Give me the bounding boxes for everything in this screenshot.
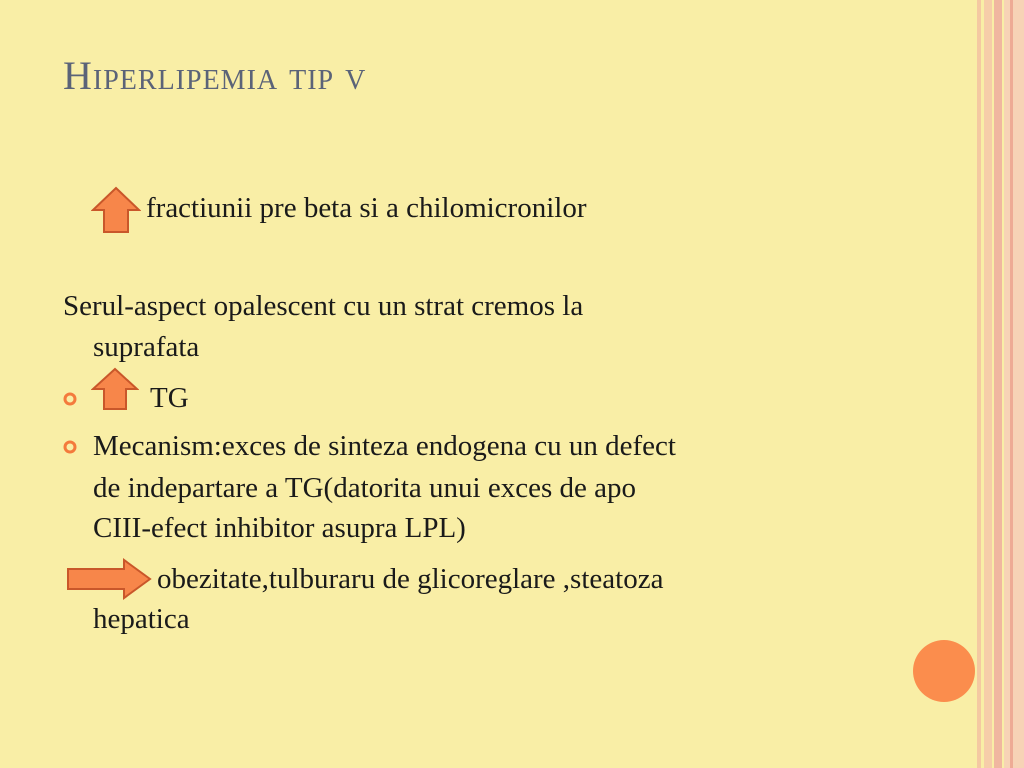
bullet-tg: TG: [150, 382, 189, 414]
arrow-line1: obezitate,tulburaru de glicoreglare ,steatoza: [157, 563, 664, 595]
line-fractiuni: fractiunii pre beta si a chilomicronilor: [146, 192, 587, 224]
arrow-line2: hepatica: [93, 603, 190, 635]
para-serul-line1: Serul-aspect opalescent cu un strat cremos la: [63, 290, 584, 322]
decor-stripe: [1010, 0, 1013, 768]
up-arrow-icon: [91, 186, 141, 234]
para-serul-line2: suprafata: [93, 331, 200, 363]
circle-bullet-icon: [63, 440, 77, 454]
right-arrow-icon: [66, 558, 152, 600]
decor-stripe: [994, 0, 1002, 768]
up-arrow-icon: [91, 367, 139, 411]
bullet-mecanism-line2: de indepartare a TG(datorita unui exces de apo: [93, 472, 636, 504]
circle-bullet-icon: [63, 392, 77, 406]
decor-circle: [913, 640, 975, 702]
slide-title: Hiperlipemia tip v: [63, 53, 367, 98]
decor-stripe: [984, 0, 992, 768]
decor-stripe: [977, 0, 981, 768]
decor-stripe: [1004, 0, 1024, 768]
bullet-mecanism-line3: CIII-efect inhibitor asupra LPL): [93, 512, 466, 544]
bullet-mecanism-line1: Mecanism:exces de sinteza endogena cu un defect: [93, 430, 676, 462]
